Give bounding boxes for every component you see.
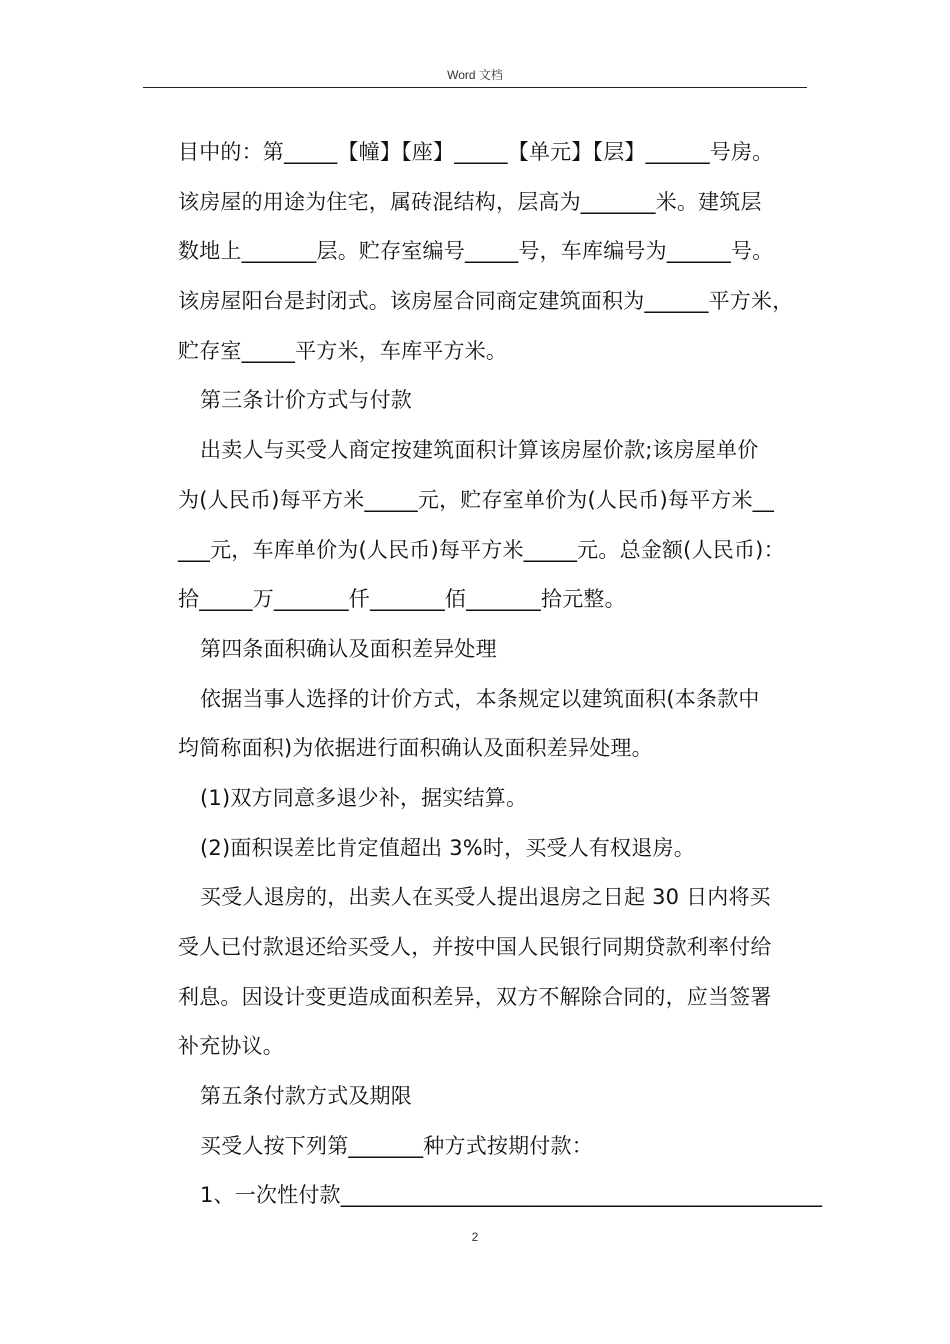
body-line: ___元，车库单价为(人民币)每平方米_____元。总金额(人民币)： — [178, 537, 785, 562]
list-item: 1、一次性付款_____________________________________________ — [200, 1183, 823, 1208]
body-line: 目中的：第_____【幢】【座】_____【单元】【层】______号房。 — [178, 140, 774, 164]
page-header: Word 文档 — [447, 68, 503, 82]
page-number: 2 — [471, 1230, 479, 1244]
body-line: 数地上_______层。贮存室编号_____号，车库编号为______号。 — [178, 239, 774, 264]
body-line: 该房屋阳台是封闭式。该房屋合同商定建筑面积为______平方米， — [178, 289, 794, 314]
body-line: 拾_____万_______仟_______佰_______拾元整。 — [178, 587, 626, 612]
body-line: 均简称面积)为依据进行面积确认及面积差异处理。 — [178, 736, 653, 761]
header-divider — [143, 87, 807, 88]
section-heading: 第四条面积确认及面积差异处理 — [200, 636, 497, 661]
body-line: 该房屋的用途为住宅，属砖混结构，层高为_______米。建筑层 — [178, 189, 762, 214]
body-line: 买受人退房的，出卖人在买受人提出退房之日起 30 日内将买 — [200, 885, 771, 910]
body-line: 为(人民币)每平方米_____元，贮存室单价为(人民币)每平方米__ — [178, 487, 775, 512]
section-heading: 第五条付款方式及期限 — [200, 1084, 412, 1109]
body-line: 补充协议。 — [178, 1034, 284, 1059]
list-item: (1)双方同意多退少补，据实结算。 — [200, 785, 528, 810]
body-line: 出卖人与买受人商定按建筑面积计算该房屋价款;该房屋单价 — [200, 438, 759, 463]
body-line: 买受人按下列第_______种方式按期付款： — [200, 1133, 593, 1158]
body-line: 利息。因设计变更造成面积差异，双方不解除合同的，应当签署 — [178, 984, 772, 1009]
list-item: (2)面积误差比肯定值超出 3%时，买受人有权退房。 — [200, 835, 695, 860]
section-heading: 第三条计价方式与付款 — [200, 388, 412, 413]
document-body — [178, 128, 823, 1221]
body-line: 受人已付款退还给买受人，并按中国人民银行同期贷款利率付给 — [178, 935, 772, 959]
body-line: 贮存室_____平方米，车库平方米。 — [178, 338, 508, 363]
body-line: 依据当事人选择的计价方式，本条规定以建筑面积(本条款中 — [200, 686, 760, 711]
